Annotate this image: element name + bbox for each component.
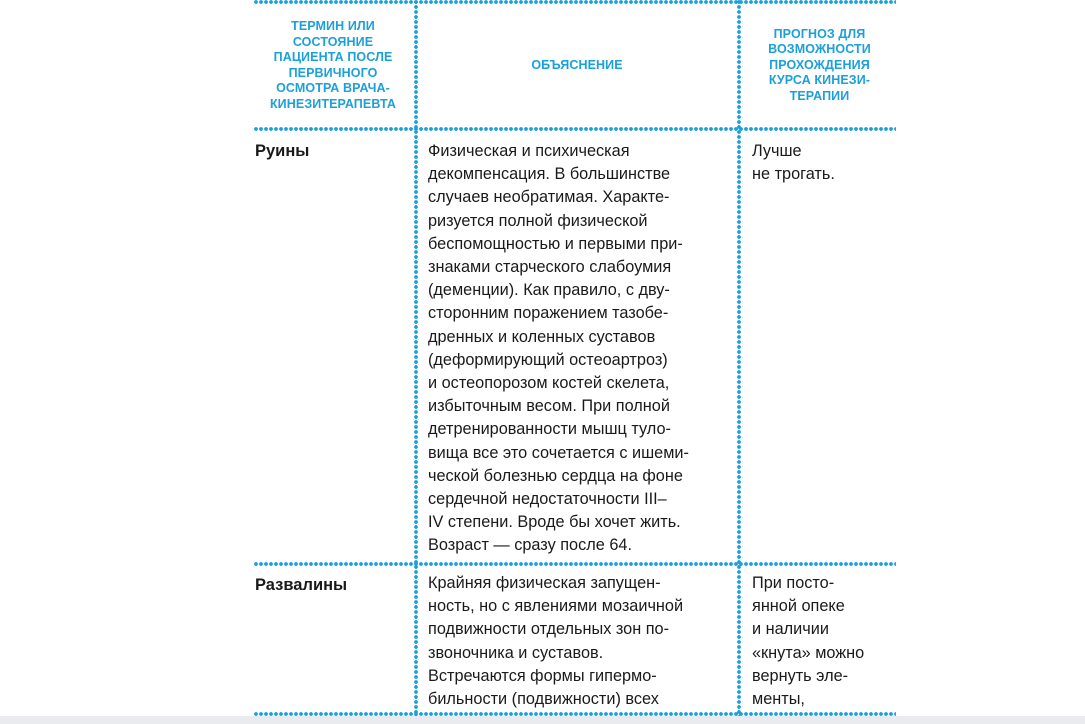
header-prognosis: ПРОГНОЗ ДЛЯ ВОЗМОЖНОСТИ ПРОХОЖДЕНИЯ КУРСА КИНЕЗИ- ТЕРАПИИ xyxy=(768,26,871,103)
row-2-explanation: Крайняя физическая запущен- ность, но с явлениями мозаичной подвижности отдельных зон по- звоночника и суставов. Встречаются формы гипермо- бильности (подвижности) всех xyxy=(428,574,684,709)
bottom-page-edge xyxy=(0,716,1085,724)
header-explanation: ОБЪЯСНЕНИЕ xyxy=(531,57,623,72)
column-divider-2 xyxy=(737,0,741,716)
header-bottom-rule xyxy=(254,127,896,131)
row-1-term: Руины xyxy=(255,142,310,160)
kinesitherapy-table xyxy=(254,0,896,716)
header-term: ТЕРМИН ИЛИ СОСТОЯНИЕ ПАЦИЕНТА ПОСЛЕ ПЕРВИЧНОГО ОСМОТРА ВРАЧА- КИНЕЗИТЕРАПЕВТА xyxy=(269,19,397,111)
column-divider-1 xyxy=(414,0,418,716)
row-2-prognosis: При посто- янной опеке и наличии «кнута» можно вернуть эле- менты, xyxy=(752,574,865,709)
row-1-prognosis: Лучше не трогать. xyxy=(752,142,835,184)
row-2-term: Развалины xyxy=(255,576,348,594)
table-top-rule xyxy=(254,0,896,4)
table-bottom-rule xyxy=(254,712,896,716)
row-1-explanation: Физическая и психическая декомпенсация. В большинстве случаев необратимая. Характе- ризуется полной физической беспомощностью и первыми при- знаками старческого слабоумия (деменции). Как правило, с дву- сторонним поражением тазобе- дренных и коленных суставов (деформирующий остеоартроз) и остеопорозом костей скелета, избыточным весом. При полной детренированности мышц туло- вища все это сочетается с ишеми- ческой болезнью сердца на фоне сердечной недостаточности III– IV степени. Вроде бы хочет жить. Возраст — сразу после 64. xyxy=(428,142,689,555)
row-divider-rule xyxy=(254,562,896,566)
